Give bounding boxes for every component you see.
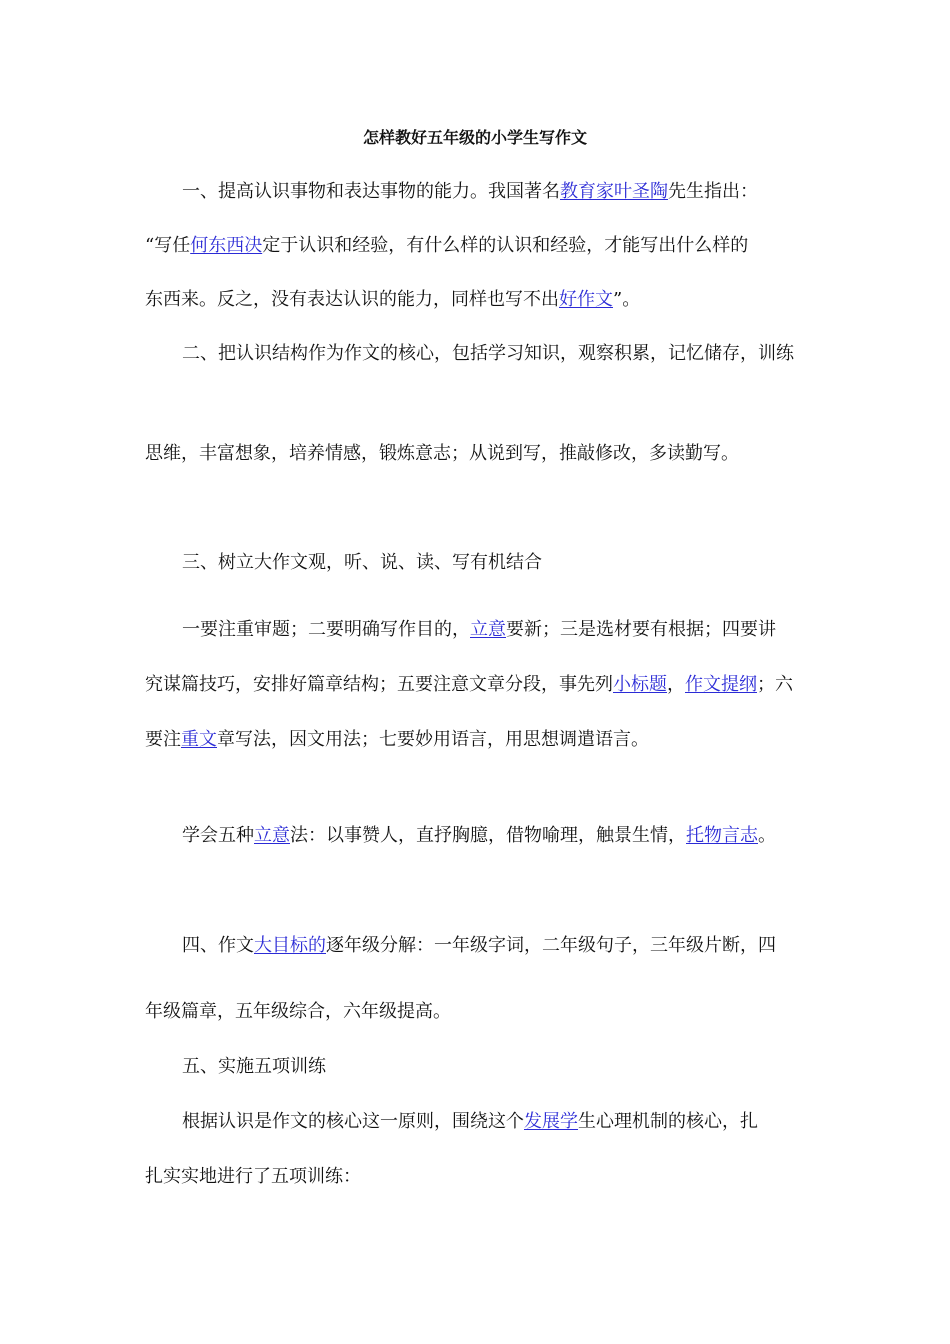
- text-span: 究谋篇技巧，安排好篇章结构；五要注意文章分段，事先列: [145, 674, 613, 695]
- text-span: 章写法，因文用法；七要妙用语言，用思想调遣语言。: [217, 729, 649, 750]
- section-4-line-2: 年级篇章，五年级综合，六年级提高。: [145, 1001, 451, 1022]
- text-span: 一要注重审题；二要明确写作目的，: [182, 619, 470, 640]
- link-zhongwen[interactable]: 重文: [181, 729, 217, 750]
- link-good-composition[interactable]: 好作文: [559, 289, 613, 310]
- text-span: 。: [758, 825, 776, 846]
- text-span: ，: [667, 674, 685, 695]
- section-1-line-2: [145, 232, 805, 260]
- text-span: 四、作文: [182, 935, 254, 956]
- text-span: 学会五种: [182, 825, 254, 846]
- section-5-heading: 五、实施五项训练: [182, 1056, 326, 1077]
- section-2-line-2: 思维，丰富想象，培养情感，锻炼意志；从说到写，推敲修改，多读勤写。: [145, 443, 739, 464]
- section-3-line-4: [182, 822, 805, 850]
- text-span: 定于认识和经验，有什么样的认识和经验，才能写出什么样的: [262, 235, 749, 256]
- link-developmental-psychology[interactable]: 发展学: [524, 1111, 578, 1132]
- link-liyi[interactable]: 立意: [470, 619, 506, 640]
- text-span: 法：以事赞人，直抒胸臆，借物喻理，触景生情，: [290, 825, 686, 846]
- section-5-line-1: [182, 1108, 805, 1136]
- link-educator-ye-shengtao[interactable]: 教育家叶圣陶: [560, 181, 668, 202]
- section-3-line-3: [145, 726, 805, 754]
- link-hedongxijue[interactable]: 何东西决: [190, 235, 263, 256]
- text-span: 生心理机制的核心，扎: [578, 1111, 758, 1132]
- section-1-line-3: [145, 286, 805, 314]
- link-subtitle[interactable]: 小标题: [613, 674, 667, 695]
- section-1-line-1: [182, 178, 805, 206]
- link-tuowuyanzhi[interactable]: 托物言志: [686, 825, 758, 846]
- text-span: 要新；三是选材要有根据；四要讲: [506, 619, 776, 640]
- link-liyi-2[interactable]: 立意: [254, 825, 290, 846]
- section-3-heading: 三、树立大作文观，听、说、读、写有机结合: [182, 552, 542, 573]
- section-3-line-2: [145, 671, 805, 699]
- link-composition-outline[interactable]: 作文提纲: [685, 674, 757, 695]
- text-span: 东西来。反之，没有表达认识的能力，同样也写不出: [145, 289, 559, 310]
- section-5-line-2: 扎实实地进行了五项训练：: [145, 1166, 361, 1187]
- text-span: 先生指出：: [668, 181, 758, 202]
- section-3-line-1: [182, 616, 805, 644]
- link-big-goals[interactable]: 大目标的: [254, 935, 326, 956]
- document-title: 怎样教好五年级的小学生写作文: [362, 128, 587, 147]
- text-span: 根据认识是作文的核心这一原则，围绕这个: [182, 1111, 524, 1132]
- text-span: 逐年级分解：一年级字词，二年级句子，三年级片断，四: [326, 935, 776, 956]
- text-span: ；六: [757, 674, 793, 695]
- section-2-line-1: 二、把认识结构作为作文的核心，包括学习知识，观察积累，记忆储存，训练: [182, 343, 794, 364]
- text-span: 要注: [145, 729, 181, 750]
- text-span: “写任: [145, 235, 191, 256]
- text-span: ”。: [613, 289, 641, 310]
- section-4-line-1: [182, 932, 805, 960]
- text-span: 一、提高认识事物和表达事物的能力。我国著名: [182, 181, 560, 202]
